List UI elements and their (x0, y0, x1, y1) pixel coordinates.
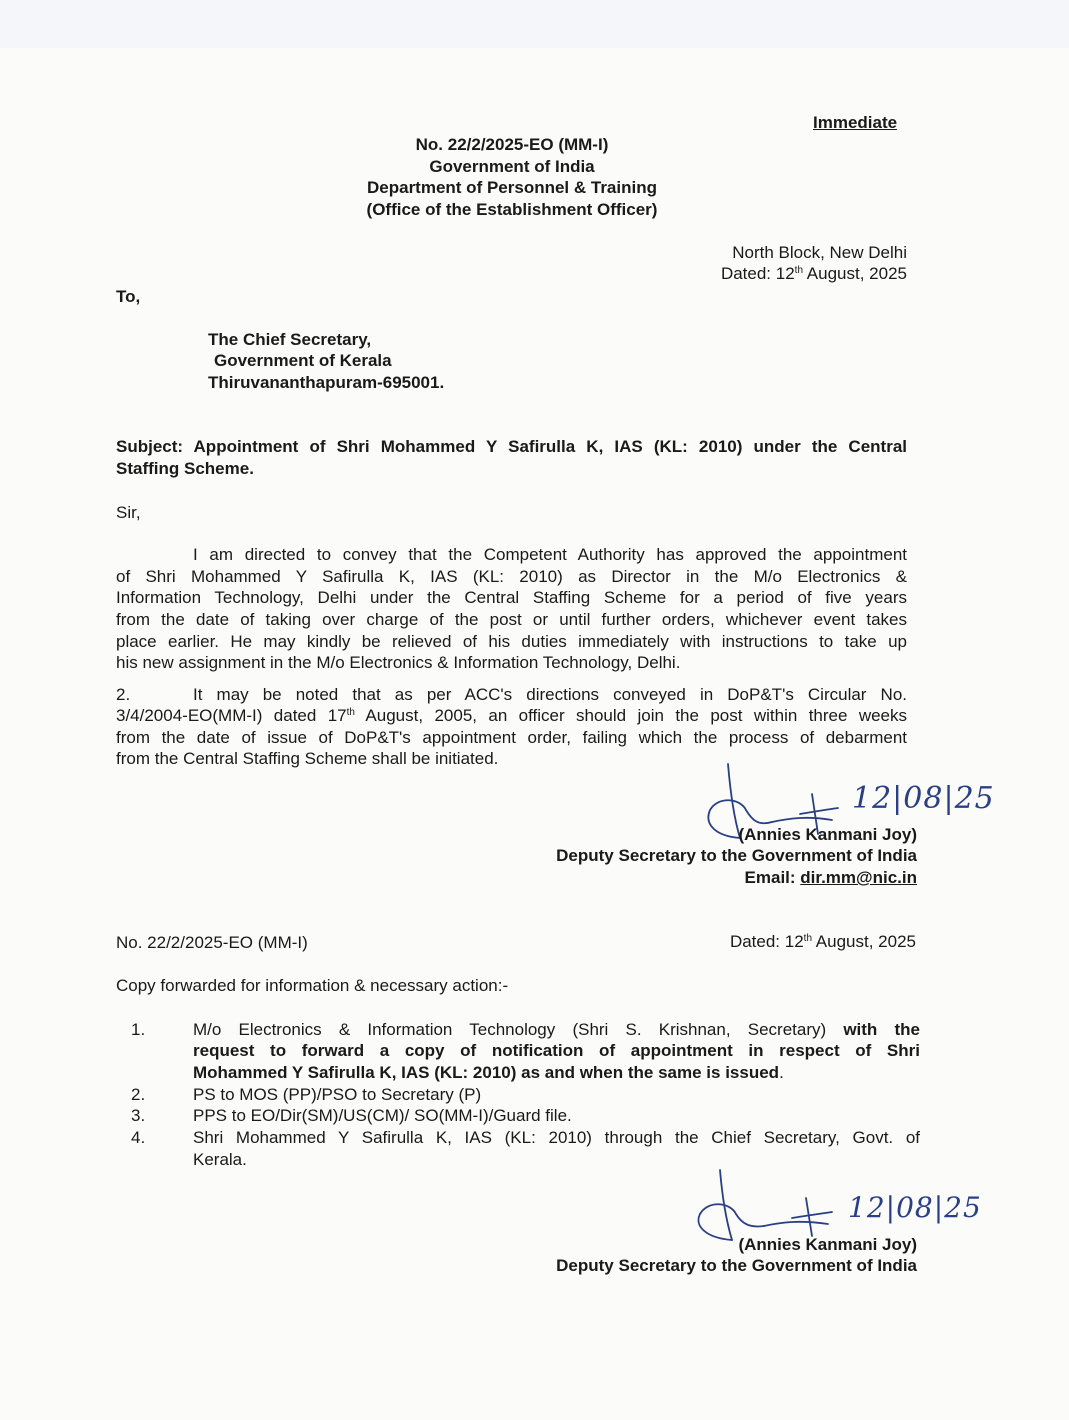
salutation: Sir, (116, 503, 141, 522)
place: North Block, New Delhi (732, 243, 907, 262)
addressee-line-2: Government of Kerala (214, 351, 392, 370)
subject-line-2: Staffing Scheme. (116, 459, 254, 478)
signatory-designation: Deputy Secretary to the Government of India (556, 846, 917, 865)
department-title: Department of Personnel & Training (367, 178, 657, 197)
signatory-designation-2: Deputy Secretary to the Government of India (556, 1256, 917, 1275)
para1-line: I am directed to convey that the Competent Authority has approved the appointment (193, 545, 907, 564)
para2-number: 2. (116, 685, 131, 704)
signatory-name-2: (Annies Kanmani Joy) (738, 1235, 917, 1254)
handwritten-date-2: 12|08|25 (848, 1191, 982, 1224)
addressee-line-3: Thiruvananthapuram-695001. (208, 373, 445, 392)
copy-item-3: PPS to EO/Dir(SM)/US(CM)/ SO(MM-I)/Guard file. (193, 1106, 572, 1125)
para2-line: from the Central Staffing Scheme shall be initiated. (116, 749, 499, 768)
copy-item-2: PS to MOS (PP)/PSO to Secretary (P) (193, 1085, 482, 1104)
para2-line: It may be noted that as per ACC's directions conveyed in DoP&T's Circular No. (193, 685, 907, 704)
email-link[interactable]: dir.mm@nic.in (800, 868, 917, 887)
copy-date: Dated: 12th August, 2025 (729, 932, 916, 951)
priority-label: Immediate (813, 113, 898, 132)
handwritten-date-1: 12|08|25 (852, 781, 995, 816)
signatory-name: (Annies Kanmani Joy) (738, 825, 917, 844)
para1-line: place earlier. He may kindly be relieved of his duties immediately with instructions to take up (116, 632, 907, 651)
para1-line: his new assignment in the M/o Electronics & Information Technology, Delhi. (116, 653, 681, 672)
para1-line: of Shri Mohammed Y Safirulla K, IAS (KL: 2010) as Director in the M/o Electronics & (116, 567, 907, 586)
file-number: No. 22/2/2025-EO (MM-I) (415, 135, 609, 154)
letter-date: Dated: 12th August, 2025 (720, 264, 907, 283)
office-title: (Office of the Establishment Officer) (366, 200, 658, 219)
copy-item-1-line-2: request to forward a copy of notification of appointment in respect of Shri (193, 1041, 920, 1060)
copy-file-number: No. 22/2/2025-EO (MM-I) (116, 933, 308, 952)
to-label: To, (116, 287, 141, 306)
copy-item-4-line-2: Kerala. (193, 1150, 247, 1169)
addressee-line-1: The Chief Secretary, (208, 330, 372, 349)
copy-item-1-line-1: M/o Electronics & Information Technology (Shri S. Krishnan, Secretary) with the (193, 1020, 920, 1039)
subject-line-1: Subject: Appointment of Shri Mohammed Y Safirulla K, IAS (KL: 2010) under the Central (116, 437, 907, 456)
copy-item-number: 2. (131, 1085, 146, 1104)
para2-line: from the date of issue of DoP&T's appointment order, failing which the process of debarment (116, 728, 907, 747)
para1-line: Information Technology, Delhi under the Central Staffing Scheme for a period of five years (116, 588, 907, 607)
document-page (0, 48, 1069, 1420)
para2-line: 3/4/2004-EO(MM-I) dated 17th August, 2005, an officer should join the post within three weeks (116, 706, 907, 725)
viewer-top-bar (0, 0, 1069, 48)
copy-intro: Copy forwarded for information & necessary action:- (116, 976, 509, 995)
copy-item-number: 3. (131, 1106, 146, 1125)
signatory-email: Email: dir.mm@nic.in (744, 868, 917, 887)
government-title: Government of India (429, 157, 595, 176)
copy-item-number: 4. (131, 1128, 146, 1147)
copy-item-number: 1. (131, 1020, 146, 1039)
para1-line: from the date of taking over charge of the post or until further orders, whichever event takes (116, 610, 907, 629)
copy-item-4-line-1: Shri Mohammed Y Safirulla K, IAS (KL: 2010) through the Chief Secretary, Govt. of (193, 1128, 920, 1147)
copy-item-1-line-3: Mohammed Y Safirulla K, IAS (KL: 2010) as and when the same is issued. (193, 1063, 784, 1082)
